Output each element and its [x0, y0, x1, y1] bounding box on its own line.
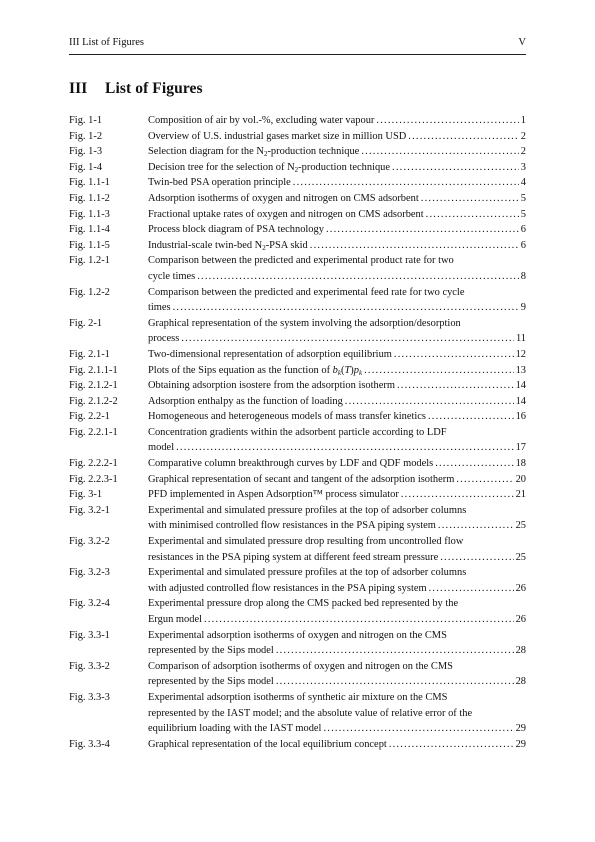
- page-number-link[interactable]: 4: [520, 177, 526, 189]
- page-number-link[interactable]: 20: [515, 473, 526, 485]
- figure-caption: [148, 363, 526, 379]
- figure-caption: [148, 690, 526, 737]
- dot-leader: [376, 113, 518, 129]
- figure-number: Fig. 2.2.2-1: [69, 458, 118, 470]
- page-number-link[interactable]: 6: [520, 239, 526, 251]
- dot-leader: [426, 207, 519, 223]
- dot-leader: [197, 269, 519, 285]
- caption-line: times: [148, 302, 171, 314]
- figure-number: Fig. 1-3: [69, 146, 103, 158]
- figure-entry[interactable]: [69, 347, 526, 363]
- figure-caption: [148, 191, 526, 207]
- caption-line: cycle times: [148, 270, 196, 282]
- figure-entry[interactable]: [69, 129, 526, 145]
- figure-caption: [148, 659, 526, 690]
- caption-line: represented by the Sips model: [148, 645, 274, 657]
- figure-number: Fig. 3.3-3: [69, 691, 110, 703]
- figure-entry[interactable]: [69, 316, 526, 347]
- figure-caption: [148, 628, 526, 659]
- page-number-link[interactable]: 11: [515, 333, 526, 345]
- caption-line: resistances in the PSA piping system at different feed stream pressure: [148, 551, 439, 563]
- caption-line: Two-dimensional representation of adsorption equilibrium: [148, 348, 392, 360]
- figure-entry[interactable]: [69, 659, 526, 690]
- figure-number: Fig. 3.3-1: [69, 629, 110, 641]
- figure-caption: [148, 596, 526, 627]
- caption-line: Homogeneous and heterogeneous models of mass transfer kinetics: [148, 411, 426, 423]
- figure-caption: [148, 144, 526, 160]
- caption-line: Plots of the Sips equation as the function of $b_k(T)p_k$: [148, 364, 363, 377]
- figure-number: Fig. 1-1: [69, 115, 103, 126]
- figure-entry[interactable]: [69, 409, 526, 425]
- figure-number: Fig. 2.1.2-2: [69, 395, 118, 407]
- figure-number: Fig. 1.1-4: [69, 224, 110, 236]
- figure-number: Fig. 3-1: [69, 489, 103, 501]
- figure-entry[interactable]: [69, 175, 526, 191]
- title-text: List of Figures: [105, 80, 203, 97]
- page-number-link[interactable]: 14: [515, 395, 526, 407]
- dot-leader: [293, 175, 519, 191]
- figure-number: Fig. 1.1-3: [69, 208, 110, 220]
- caption-line: Obtaining adsorption isostere from the adsorption isotherm: [148, 380, 395, 392]
- dot-leader: [176, 440, 513, 456]
- page-number-link[interactable]: 16: [515, 411, 526, 423]
- figure-number: Fig. 3.2-4: [69, 598, 110, 610]
- figure-entry[interactable]: [69, 191, 526, 207]
- figure-entry[interactable]: [69, 456, 526, 472]
- dot-leader: [408, 129, 518, 145]
- figure-entry[interactable]: [69, 596, 526, 627]
- caption-line: process: [148, 333, 180, 345]
- figure-caption: [148, 207, 526, 223]
- figure-number: Fig. 1.1-1: [69, 177, 110, 189]
- page-number-link[interactable]: 5: [520, 192, 526, 204]
- running-header: [69, 36, 526, 55]
- figure-caption: [148, 503, 526, 534]
- figure-entry[interactable]: [69, 425, 526, 456]
- figure-number: Fig. 1.1-5: [69, 239, 110, 251]
- figure-number: Fig. 1.1-2: [69, 192, 110, 204]
- figure-caption: [148, 534, 526, 565]
- header-page-number: V: [518, 37, 526, 48]
- caption-line: Selection diagram for the $N_2$-production technique: [148, 146, 360, 159]
- caption-line: Comparative column breakthrough curves by LDF and QDF models: [148, 458, 434, 470]
- caption-line: Adsorption isotherms of oxygen and nitrogen on CMS adsorbent: [148, 192, 419, 204]
- page-number-link[interactable]: 13: [515, 364, 526, 376]
- caption-line: Experimental and simulated pressure drop resulting from uncontrolled flow: [148, 536, 464, 548]
- figure-caption: [148, 253, 526, 284]
- caption-line: Overview of U.S. industrial gases market size in million USD: [148, 130, 407, 142]
- caption-line: equilibrium loading with the IAST model: [148, 723, 322, 735]
- dot-leader: [401, 487, 514, 503]
- caption-line: Fractional uptake rates of oxygen and nitrogen on CMS adsorbent: [148, 208, 424, 220]
- figure-number: Fig. 2.2-1: [69, 411, 110, 423]
- caption-line: Graphical representation of the system involving the adsorption/desorption: [148, 317, 461, 329]
- figure-caption: [148, 113, 526, 129]
- figure-caption: [148, 394, 526, 410]
- figure-number: Fig. 2.1-1: [69, 348, 110, 360]
- dot-leader: [435, 456, 513, 472]
- caption-line: represented by the Sips model: [148, 676, 274, 688]
- dot-leader: [394, 347, 514, 363]
- caption-line: Twin-bed PSA operation principle: [148, 177, 291, 189]
- caption-line: Industrial-scale twin-bed $N_2$-PSA skid: [148, 239, 308, 252]
- caption-line: Experimental adsorption isotherms of oxygen and nitrogen on the CMS: [148, 629, 447, 641]
- caption-line: model: [148, 442, 175, 454]
- figure-entry[interactable]: [69, 737, 526, 753]
- page-number-link[interactable]: 14: [515, 380, 526, 392]
- dot-leader: [181, 331, 514, 347]
- figure-number: Fig. 1-2: [69, 130, 103, 142]
- page-number-link[interactable]: 25: [515, 520, 526, 532]
- caption-line: Experimental and simulated pressure profiles at the top of adsorber columns: [148, 567, 467, 579]
- caption-line: Comparison between the predicted and experimental feed rate for two cycle: [148, 286, 465, 298]
- dot-leader: [345, 394, 514, 410]
- caption-line: Experimental and simulated pressure profiles at the top of adsorber columns: [148, 504, 467, 516]
- figure-entry[interactable]: [69, 472, 526, 488]
- page-number-link[interactable]: 12: [515, 348, 526, 360]
- page-number-link[interactable]: 17: [515, 442, 526, 454]
- figure-entry[interactable]: [69, 690, 526, 737]
- figure-caption: [148, 285, 526, 316]
- caption-line: Ergun model: [148, 614, 203, 625]
- caption-line: Concentration gradients within the adsorbent particle according to LDF: [148, 426, 447, 438]
- figure-caption: [148, 175, 526, 191]
- caption-line: represented by the IAST model; and the absolute value of relative error of the: [148, 707, 473, 719]
- page-number-link[interactable]: 5: [520, 208, 526, 220]
- figure-entry[interactable]: [69, 565, 526, 596]
- figure-number: Fig. 3.2-1: [69, 504, 110, 516]
- header-section-title: III List of Figures: [69, 37, 144, 48]
- dot-leader: [456, 472, 513, 488]
- page-number-link[interactable]: 1: [520, 115, 526, 126]
- figure-number: Fig. 3.3-2: [69, 660, 110, 672]
- dot-leader: [397, 378, 514, 394]
- page-number-link[interactable]: 29: [515, 738, 526, 750]
- figure-number: Fig. 2.2.3-1: [69, 473, 118, 485]
- dot-leader: [323, 721, 513, 737]
- page-number-link[interactable]: 9: [520, 302, 526, 314]
- page-number-link[interactable]: 26: [515, 614, 526, 625]
- caption-line: Experimental adsorption isotherms of synthetic air mixture on the CMS: [148, 691, 448, 703]
- figure-caption: [148, 472, 526, 488]
- figure-caption: [148, 347, 526, 363]
- caption-line: Process block diagram of PSA technology: [148, 224, 324, 236]
- dot-leader: [276, 643, 514, 659]
- page-number-link[interactable]: 8: [520, 270, 526, 282]
- figure-number: Fig. 2.1.1-1: [69, 364, 118, 376]
- title-number: III: [69, 80, 88, 97]
- page-number-link[interactable]: 28: [515, 676, 526, 688]
- page-number-link[interactable]: 2: [520, 146, 526, 158]
- figure-entry[interactable]: [69, 285, 526, 316]
- dot-leader: [440, 550, 513, 566]
- list-of-figures: [69, 113, 526, 752]
- caption-line: Experimental pressure drop along the CMS packed bed represented by the: [148, 598, 459, 610]
- figure-number: Fig. 2.1.2-1: [69, 380, 118, 392]
- figure-entry[interactable]: [69, 222, 526, 238]
- figure-caption: [148, 129, 526, 145]
- figure-caption: [148, 222, 526, 238]
- caption-line: Comparison between the predicted and experimental product rate for two: [148, 255, 454, 267]
- caption-line: with minimised controlled flow resistances in the PSA piping system: [148, 520, 436, 532]
- figure-number: Fig. 2-1: [69, 317, 103, 329]
- page-number-link[interactable]: 6: [520, 224, 526, 236]
- caption-line: Graphical representation of the local equilibrium concept: [148, 738, 387, 750]
- dot-leader: [276, 674, 514, 690]
- dot-leader: [438, 518, 514, 534]
- dot-leader: [428, 409, 514, 425]
- page-number-link[interactable]: 2: [520, 130, 526, 142]
- figure-number: Fig. 1.2-1: [69, 255, 110, 267]
- figure-entry[interactable]: [69, 628, 526, 659]
- figure-caption: [148, 238, 526, 254]
- page-number-link[interactable]: 3: [520, 161, 526, 173]
- dot-leader: [364, 363, 513, 379]
- page-number-link[interactable]: 21: [515, 489, 526, 501]
- figure-caption: [148, 378, 526, 394]
- figure-entry[interactable]: [69, 253, 526, 284]
- figure-entry[interactable]: [69, 160, 526, 176]
- dot-leader: [392, 160, 519, 176]
- page-number-link[interactable]: 25: [515, 551, 526, 563]
- figure-entry[interactable]: [69, 503, 526, 534]
- figure-number: Fig. 3.3-4: [69, 738, 110, 750]
- figure-entry[interactable]: [69, 144, 526, 160]
- caption-line: Composition of air by vol.-%, excluding water vapour: [148, 115, 375, 126]
- figure-number: Fig. 3.2-2: [69, 536, 110, 548]
- figure-caption: [148, 409, 526, 425]
- figure-entry[interactable]: [69, 534, 526, 565]
- figure-number: Fig. 1-4: [69, 161, 103, 173]
- figure-caption: [148, 565, 526, 596]
- caption-line: Decision tree for the selection of $N_2$-production technique: [148, 161, 391, 174]
- caption-line: Adsorption enthalpy as the function of loading: [148, 395, 343, 407]
- caption-line: with adjusted controlled flow resistances in the PSA piping system: [148, 582, 427, 594]
- figure-entry[interactable]: [69, 394, 526, 410]
- figure-entry[interactable]: [69, 207, 526, 223]
- figure-caption: [148, 160, 526, 176]
- page-title: [69, 80, 203, 98]
- caption-line: Comparison of adsorption isotherms of oxygen and nitrogen on the CMS: [148, 660, 453, 672]
- figure-entry[interactable]: [69, 238, 526, 254]
- figure-number: Fig. 1.2-2: [69, 286, 110, 298]
- dot-leader: [173, 300, 519, 316]
- figure-entry[interactable]: [69, 363, 526, 379]
- figure-entry[interactable]: [69, 487, 526, 503]
- figure-caption: [148, 456, 526, 472]
- caption-line: PFD implemented in Aspen Adsorption™ process simulator: [148, 489, 399, 501]
- dot-leader: [361, 144, 518, 160]
- dot-leader: [389, 737, 514, 753]
- dot-leader: [429, 581, 514, 597]
- page-number-link[interactable]: 26: [515, 582, 526, 594]
- figure-number: Fig. 3.2-3: [69, 567, 110, 579]
- figure-caption: [148, 737, 526, 753]
- page-number-link[interactable]: 29: [515, 723, 526, 735]
- figure-caption: [148, 487, 526, 503]
- figure-caption: [148, 425, 526, 456]
- dot-leader: [310, 238, 519, 254]
- dot-leader: [204, 612, 514, 628]
- page-number-link[interactable]: 28: [515, 645, 526, 657]
- page-number-link[interactable]: 18: [515, 458, 526, 470]
- figure-entry[interactable]: [69, 113, 526, 129]
- figure-entry[interactable]: [69, 378, 526, 394]
- figure-caption: [148, 316, 526, 347]
- dot-leader: [326, 222, 519, 238]
- figure-number: Fig. 2.2.1-1: [69, 426, 118, 438]
- dot-leader: [421, 191, 519, 207]
- caption-line: Graphical representation of secant and tangent of the adsorption isotherm: [148, 473, 455, 485]
